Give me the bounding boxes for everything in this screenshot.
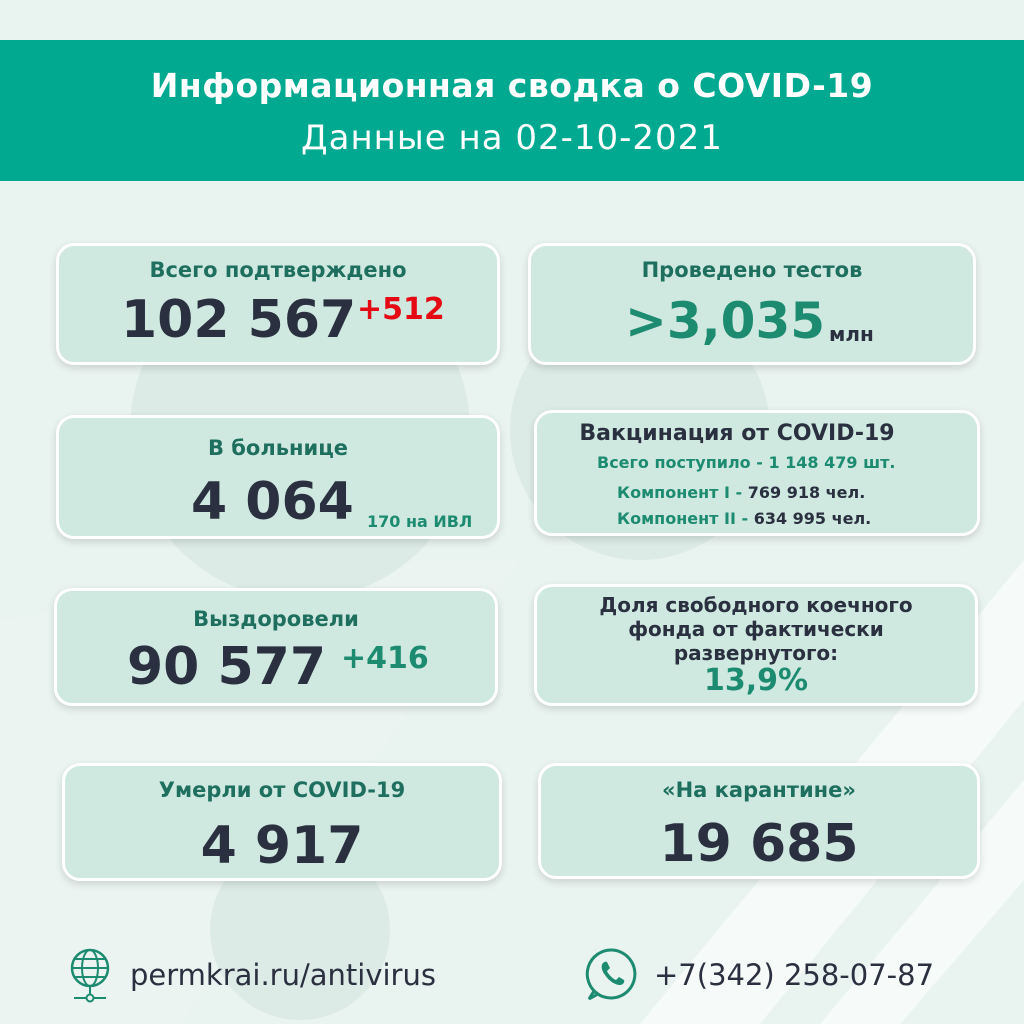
- vaccination-component2-value: 634 995 чел.: [753, 509, 872, 528]
- tests-unit: млн: [829, 322, 874, 346]
- vaccination-card: [534, 410, 980, 536]
- confirmed-label: Всего подтверждено: [149, 258, 407, 282]
- deaths-card: [62, 763, 502, 881]
- phone-number[interactable]: +7(342) 258-07-87: [654, 958, 935, 992]
- deaths-label: Умерли от COVID-19: [158, 778, 406, 802]
- confirmed-card: [56, 243, 500, 365]
- vaccination-component2-label: Компонент II -: [617, 509, 754, 528]
- beds-value: 13,9%: [703, 663, 809, 698]
- header-banner: [0, 40, 1024, 181]
- quarantine-value: 19 685: [659, 814, 859, 874]
- vaccination-component1-value: 769 918 чел.: [747, 483, 866, 502]
- vaccination-title: Вакцинация от COVID-19: [579, 421, 895, 446]
- hospital-ventilator-note: 170 на ИВЛ: [367, 512, 473, 531]
- beds-card: [534, 584, 978, 706]
- recovered-delta: +416: [341, 641, 429, 676]
- hospital-value: 4 064: [191, 472, 354, 532]
- vaccination-delivered-row: [597, 453, 895, 472]
- recovered-card: [54, 588, 498, 706]
- vaccination-delivered-value: 1 148 479 шт.: [768, 453, 896, 472]
- quarantine-label: «На карантине»: [662, 778, 856, 802]
- website-link[interactable]: permkrai.ru/antivirus: [130, 958, 436, 992]
- tests-label: Проведено тестов: [641, 258, 863, 282]
- page-title: Информационная сводка о COVID-19: [150, 66, 874, 105]
- vaccination-delivered-label: Всего поступило -: [597, 453, 769, 472]
- globe-icon: [68, 946, 112, 1004]
- vaccination-component2-row: [617, 509, 871, 528]
- hospital-label: В больнице: [207, 436, 349, 460]
- phone-icon: [584, 946, 640, 1002]
- quarantine-card: [538, 763, 980, 879]
- page-subtitle-date: Данные на 02-10-2021: [301, 118, 723, 158]
- confirmed-value: 102 567: [121, 290, 357, 350]
- tests-card: [528, 243, 976, 365]
- vaccination-component1-label: Компонент I -: [617, 483, 748, 502]
- beds-label-line2: фонда от фактически: [628, 617, 884, 641]
- hospital-card: [56, 415, 500, 539]
- deaths-value: 4 917: [200, 816, 364, 876]
- recovered-value: 90 577: [127, 637, 327, 697]
- beds-label-line3: развернутого:: [673, 641, 839, 665]
- vaccination-component1-row: [617, 483, 865, 502]
- tests-value: >3,035: [625, 292, 826, 350]
- confirmed-delta: +512: [357, 292, 445, 327]
- beds-label-line1: Доля свободного коечного: [599, 593, 913, 617]
- recovered-label: Выздоровели: [193, 607, 359, 631]
